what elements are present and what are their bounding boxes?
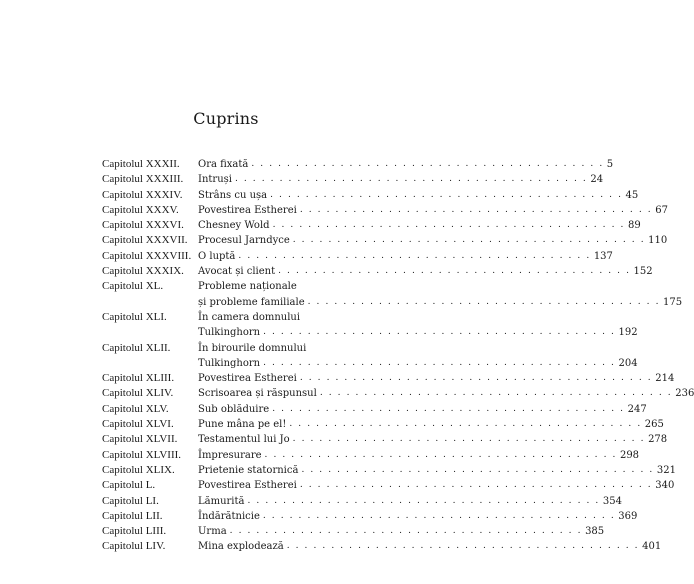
toc-chapter-title: În camera domnului	[198, 311, 301, 323]
toc-entry	[102, 478, 675, 493]
toc-entry-body	[198, 386, 694, 401]
toc-title-line	[198, 325, 638, 340]
toc-page-number: 214	[655, 373, 675, 385]
toc-title-line	[198, 417, 664, 432]
toc-title-line	[198, 341, 638, 356]
toc-entry	[102, 188, 639, 203]
toc-entry-body	[198, 371, 674, 386]
toc-entry-body	[198, 509, 637, 524]
toc-chapter-number: Capitolul LIV.	[102, 540, 166, 553]
toc-entry	[102, 249, 613, 264]
toc-page-number: 67	[655, 204, 668, 216]
toc-title-line	[198, 402, 647, 417]
toc-dot-leader: . . . . . . . . . . . . . . . . . . . . . . . . . . . . . . . . . . . . . . . .	[272, 220, 625, 231]
toc-dot-leader: . . . . . . . . . . . . . . . . . . . . . . . . . . . . . . . . . . . . . . . .	[299, 373, 653, 384]
toc-chapter-title: Îndărătnicie	[198, 510, 260, 522]
toc-title-line	[198, 371, 674, 386]
toc-entry-body	[198, 188, 638, 203]
toc-dot-leader: . . . . . . . . . . . . . . . . . . . . . . . . . . . . . . . . . . . . . . . .	[299, 204, 653, 215]
toc-page-number: 278	[648, 434, 668, 446]
toc-entry-body	[198, 417, 664, 432]
toc-page-number: 89	[627, 220, 641, 232]
toc-dot-leader: . . . . . . . . . . . . . . . . . . . . . . . . . . . . . . . . . . . . . . . .	[301, 464, 654, 475]
toc-title-line	[198, 218, 641, 233]
toc-page-number: 247	[627, 403, 647, 415]
toc-entry	[102, 203, 668, 218]
toc-chapter-title: În birourile domnului	[198, 342, 307, 354]
toc-chapter-number: Capitolul XLIX.	[102, 463, 175, 476]
toc-entry-body	[198, 157, 613, 172]
toc-entry	[102, 264, 653, 279]
toc-entry	[102, 233, 668, 248]
toc-chapter-number: Capitolul XLVII.	[102, 433, 178, 446]
toc-entry-body	[198, 341, 638, 372]
toc-entry-body	[198, 463, 676, 478]
toc-chapter-number: Capitolul XLII.	[102, 341, 171, 354]
toc-entry-body	[198, 249, 613, 264]
toc-entry-body	[198, 402, 647, 417]
toc-entry-body	[198, 478, 674, 493]
toc-entry-body	[198, 172, 603, 187]
toc-chapter-title: Probleme naționale	[198, 281, 297, 293]
toc-chapter-number: Capitolul XLIII.	[102, 372, 175, 385]
toc-title-line	[198, 264, 653, 279]
toc-dot-leader: . . . . . . . . . . . . . . . . . . . . . . . . . . . . . . . . . . . . . . . .	[289, 419, 642, 430]
toc-chapter-title: Avocat și client	[198, 266, 276, 278]
toc-page-number: 204	[618, 357, 638, 369]
toc-chapter-number: Capitolul LI.	[102, 494, 159, 507]
toc-entry-body	[198, 494, 622, 509]
toc-title-line	[198, 448, 639, 463]
toc-dot-leader: . . . . . . . . . . . . . . . . . . . . . . . . . . . . . . . . . . . . . . . .	[307, 296, 661, 307]
toc-entry	[102, 494, 622, 509]
toc-title-line	[198, 203, 668, 218]
toc-chapter-number: Capitolul XXXVI.	[102, 219, 184, 232]
toc-dot-leader: . . . . . . . . . . . . . . . . . . . . . . . . . . . . . . . . . . . . . . . .	[263, 327, 616, 338]
toc-chapter-title: Pune mâna pe el!	[198, 419, 287, 431]
toc-dot-leader: . . . . . . . . . . . . . . . . . . . . . . . . . . . . . . . . . . . . . . . .	[229, 526, 583, 537]
toc-chapter-title: Procesul Jarndyce	[198, 235, 290, 247]
toc-entry	[102, 172, 604, 187]
toc-page-number: 385	[585, 526, 605, 538]
toc-entry	[102, 386, 694, 401]
toc-entry	[102, 218, 641, 233]
toc-title-line	[198, 478, 674, 493]
toc-page-number: 175	[663, 296, 683, 308]
toc-chapter-number: Capitolul XLIV.	[102, 387, 174, 400]
toc-chapter-title: și probleme familiale	[198, 296, 305, 308]
toc-chapter-title: Strâns cu ușa	[198, 189, 268, 201]
toc-chapter-number: Capitolul XXXII.	[102, 158, 180, 170]
toc-title-line	[198, 386, 694, 401]
toc-entry-body	[198, 264, 653, 279]
toc-page-number: 298	[619, 449, 640, 461]
toc-page-number: 110	[648, 235, 668, 247]
toc-chapter-number: Capitolul XXXVIII.	[102, 249, 192, 262]
toc-entry-body	[198, 448, 639, 463]
toc-title-line	[198, 249, 613, 264]
toc-entry-body	[198, 279, 682, 310]
toc-dot-leader: . . . . . . . . . . . . . . . . . . . . . . . . . . . . . . . . . . . . . . . .	[319, 388, 673, 399]
toc-chapter-number: Capitolul L.	[102, 479, 156, 492]
toc-chapter-title: Ora fixată	[198, 159, 249, 170]
toc-entry	[102, 509, 638, 524]
toc-entry	[102, 432, 668, 447]
toc-chapter-title: Povestirea Estherei	[198, 373, 297, 385]
toc-chapter-number: Capitolul XLVIII.	[102, 448, 182, 461]
toc-chapter-title: Scrisoarea și răspunsul	[198, 388, 317, 400]
toc-chapter-title: Sub oblăduire	[198, 403, 270, 415]
toc-page-number: 24	[590, 174, 604, 186]
toc-dot-leader: . . . . . . . . . . . . . . . . . . . . . . . . . . . . . . . . . . . . . . . .	[278, 266, 631, 277]
toc-chapter-title: Testamentul lui Jo	[198, 434, 290, 446]
toc-dot-leader: . . . . . . . . . . . . . . . . . . . . . . . . . . . . . . . . . . . . . . . .	[292, 434, 646, 445]
toc-dot-leader: . . . . . . . . . . . . . . . . . . . . . . . . . . . . . . . . . . . . . . . .	[292, 235, 646, 246]
toc-entry	[102, 402, 647, 417]
toc-title-line	[198, 356, 638, 371]
toc-dot-leader: . . . . . . . . . . . . . . . . . . . . . . . . . . . . . . . . . . . . . . . .	[234, 174, 588, 185]
toc-chapter-title: Urma	[198, 526, 227, 538]
toc-chapter-number: Capitolul XLVI.	[102, 418, 174, 431]
toc-entry	[102, 310, 638, 341]
toc-entry	[102, 279, 683, 310]
toc-chapter-title: Povestirea Estherei	[198, 204, 297, 216]
toc-dot-leader: . . . . . . . . . . . . . . . . . . . . . . . . . . . . . . . . . . . . . . . .	[270, 189, 623, 200]
toc-page-number: 236	[675, 388, 694, 400]
table-of-contents	[102, 157, 694, 555]
toc-chapter-number: Capitolul XLI.	[102, 310, 167, 323]
toc-entry	[102, 371, 675, 386]
toc-title-line	[198, 509, 637, 524]
toc-entry-body	[198, 203, 668, 218]
toc-dot-leader: . . . . . . . . . . . . . . . . . . . . . . . . . . . . . . . . . . . . . . . .	[272, 403, 625, 414]
toc-dot-leader: . . . . . . . . . . . . . . . . . . . . . . . . . . . . . . . . . . . . . . . .	[264, 449, 617, 460]
toc-entry-body	[198, 233, 667, 248]
toc-title-line	[198, 233, 667, 248]
toc-chapter-number: Capitolul XXXV.	[102, 203, 179, 216]
toc-page-number: 401	[642, 541, 662, 553]
toc-entry-body	[198, 539, 661, 554]
toc-dot-leader: . . . . . . . . . . . . . . . . . . . . . . . . . . . . . . . . . . . . . . . .	[251, 159, 604, 169]
toc-dot-leader: . . . . . . . . . . . . . . . . . . . . . . . . . . . . . . . . . . . . . . . .	[238, 250, 591, 261]
toc-title-line	[198, 188, 638, 203]
toc-page-number: 340	[655, 480, 675, 492]
toc-title-line	[198, 157, 613, 172]
toc-entry	[102, 341, 638, 372]
toc-page-number: 5	[606, 159, 614, 170]
toc-page-number: 192	[618, 327, 638, 339]
toc-title-line	[198, 279, 682, 294]
toc-chapter-number: Capitolul XXXIV.	[102, 188, 183, 201]
toc-page-number: 369	[618, 510, 638, 522]
toc-chapter-title: Împresurare	[198, 449, 262, 461]
toc-chapter-number: Capitolul XXXIX.	[102, 265, 184, 278]
toc-chapter-title: Intruși	[198, 174, 232, 186]
toc-entry	[102, 157, 614, 172]
toc-title-line	[198, 310, 638, 325]
toc-entry	[102, 448, 640, 463]
toc-chapter-title: Tulkinghorn	[198, 357, 261, 369]
toc-dot-leader: . . . . . . . . . . . . . . . . . . . . . . . . . . . . . . . . . . . . . . . .	[262, 510, 616, 521]
toc-chapter-title: Povestirea Estherei	[198, 480, 297, 492]
toc-chapter-title: O luptă	[198, 250, 236, 262]
toc-chapter-number: Capitolul LIII.	[102, 525, 167, 538]
toc-dot-leader: . . . . . . . . . . . . . . . . . . . . . . . . . . . . . . . . . . . . . . . .	[286, 541, 640, 552]
toc-title-line	[198, 432, 667, 447]
toc-chapter-number: Capitolul XXXIII.	[102, 173, 184, 186]
toc-dot-leader: . . . . . . . . . . . . . . . . . . . . . . . . . . . . . . . . . . . . . . . .	[263, 357, 616, 368]
toc-chapter-title: Tulkinghorn	[198, 327, 261, 339]
toc-page-number: 321	[656, 464, 676, 476]
toc-title-line	[198, 172, 603, 187]
toc-entry	[102, 524, 605, 539]
toc-title-line	[198, 524, 604, 539]
toc-title-line	[198, 295, 682, 310]
toc-chapter-title: Prietenie statornică	[198, 464, 299, 476]
toc-chapter-number: Capitolul XLV.	[102, 402, 169, 415]
toc-title-line	[198, 494, 622, 509]
toc-page-number: 152	[633, 266, 653, 278]
toc-dot-leader: . . . . . . . . . . . . . . . . . . . . . . . . . . . . . . . . . . . . . . . .	[299, 480, 653, 491]
toc-entry	[102, 539, 662, 554]
toc-chapter-title: Mina explodează	[198, 541, 284, 553]
toc-page-number: 265	[644, 419, 664, 431]
toc-chapter-title: Lămurită	[198, 495, 245, 507]
toc-entry	[102, 463, 676, 478]
toc-title-line	[198, 539, 661, 554]
toc-entry-body	[198, 524, 604, 539]
page-title: Cuprins	[193, 109, 259, 128]
toc-entry	[102, 417, 664, 432]
toc-entry-body	[198, 310, 638, 341]
toc-chapter-title: Chesney Wold	[198, 220, 270, 232]
toc-chapter-number: Capitolul XL.	[102, 280, 164, 293]
toc-page-number: 45	[625, 189, 639, 201]
toc-entry-body	[198, 218, 641, 233]
toc-chapter-number: Capitolul XXXVII.	[102, 234, 188, 247]
toc-title-line	[198, 463, 676, 478]
toc-entry-body	[198, 432, 667, 447]
toc-page-number: 137	[593, 250, 613, 262]
toc-page-number: 354	[602, 495, 622, 507]
toc-dot-leader: . . . . . . . . . . . . . . . . . . . . . . . . . . . . . . . . . . . . . . . .	[247, 495, 600, 506]
toc-chapter-number: Capitolul LII.	[102, 509, 163, 522]
